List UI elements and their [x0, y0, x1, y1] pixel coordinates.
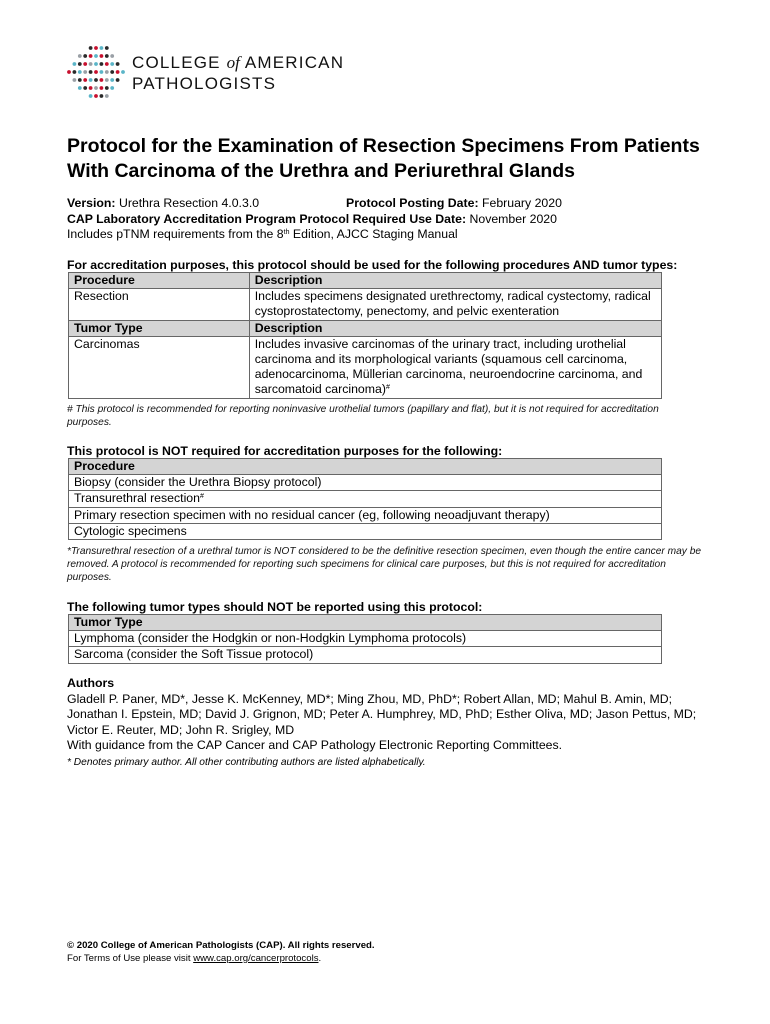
logo-dot: [94, 70, 98, 74]
tumor-description-header: Description: [249, 320, 661, 336]
not-required-row-3: Primary resection specimen with no residual cancer (eg, following neoadjuvant therapy): [69, 507, 662, 523]
table-row: [69, 523, 662, 539]
logo-dot: [83, 70, 87, 74]
not-required-table: [68, 458, 662, 540]
logo-dot: [110, 78, 114, 82]
required-date-label: CAP Laboratory Accreditation Program Protocol Required Use Date:: [67, 211, 467, 226]
logo-dot: [105, 62, 109, 66]
posting-date-label: Protocol Posting Date:: [346, 196, 479, 210]
logo-dot: [116, 62, 120, 66]
logo-line1-of: of: [226, 53, 240, 72]
logo-dot: [89, 46, 93, 50]
logo-dot: [116, 70, 120, 74]
not-reported-table: [68, 614, 662, 664]
logo-dot: [89, 94, 93, 98]
accreditation-note: # This protocol is recommended for reporting noninvasive urothelial tumors (papillary and flat), but it is not required for accreditation purposes.: [67, 404, 659, 429]
logo-dot: [100, 54, 104, 58]
logo-dot: [110, 54, 114, 58]
not-required-note: *Transurethral resection of a urethral tumor is NOT considered to be the definitive resection specimen, even though the entire cancer may be removed. A protocol is recommended for reporting such specimens for clinical care purposes, but this is not required for accreditation purposes.: [67, 546, 702, 584]
logo-dot: [100, 46, 104, 50]
ptnm-text-a: Includes pTNM requirements from the 8: [67, 227, 284, 241]
logo-dot: [83, 86, 87, 90]
not-required-header: Procedure: [69, 459, 662, 475]
table-row: [69, 273, 662, 289]
logo-dot: [110, 70, 114, 74]
logo-dot: [78, 62, 82, 66]
table-row: [69, 491, 662, 507]
not-required-row-1: Biopsy (consider the Urethra Biopsy protocol): [69, 475, 662, 491]
not-reported-heading: The following tumor types should NOT be reported using this protocol:: [67, 600, 483, 614]
posting-date-value: February 2020: [478, 196, 562, 210]
logo-dots-icon: [66, 44, 126, 100]
terms-prefix: For Terms of Use please visit: [67, 952, 194, 964]
tumor-description-sup: #: [385, 384, 390, 392]
logo-dot: [94, 54, 98, 58]
logo-dot: [105, 86, 109, 90]
procedure-cell: Resection: [69, 289, 250, 320]
table-row: [69, 475, 662, 491]
procedure-header: Procedure: [69, 273, 250, 289]
page-title: Protocol for the Examination of Resection Specimens From Patients With Carcinoma of the Urethra and Periurethral Glands: [67, 135, 700, 182]
logo-dot: [94, 86, 98, 90]
not-reported-row-1: Lymphoma (consider the Hodgkin or non-Hodgkin Lymphoma protocols): [69, 631, 662, 647]
logo-dot: [67, 70, 71, 74]
logo-dot: [78, 78, 82, 82]
table-row: [69, 336, 662, 398]
authors-guidance: With guidance from the CAP Cancer and CAP Pathology Electronic Reporting Committees.: [67, 738, 563, 752]
table-row: [69, 631, 662, 647]
authors-names: Gladell P. Paner, MD*, Jesse K. McKenney, MD*; Ming Zhou, MD, PhD*; Robert Allan, MD; Mahul B. Amin, MD; Jonathan I. Epstein, MD; David J. Grignon, MD; Peter A. Humphrey, MD, PhD; Esther Oliva, MD; Jason Pettus, MD; Victor E. Reuter, MD; John R. Srigley, MD: [67, 691, 697, 737]
logo-dot: [105, 78, 109, 82]
tumor-description-cell: [249, 336, 661, 398]
not-required-row-2-text: Transurethral resection: [74, 491, 200, 506]
logo-dot: [110, 86, 114, 90]
table-row: [69, 459, 662, 475]
logo-dot: [78, 70, 82, 74]
tumor-type-header: Tumor Type: [69, 320, 250, 336]
not-reported-header: Tumor Type: [69, 615, 662, 631]
logo-wordmark: [132, 52, 344, 94]
logo-dot: [100, 94, 104, 98]
description-header: Description: [249, 273, 661, 289]
not-required-heading: This protocol is NOT required for accreditation purposes for the following:: [67, 444, 503, 458]
logo-dot: [83, 54, 87, 58]
logo-dot: [78, 86, 82, 90]
version-info: [67, 196, 727, 243]
logo-dot: [100, 78, 104, 82]
accreditation-table: [68, 272, 662, 399]
version-value: Urethra Resection 4.0.3.0: [115, 196, 260, 210]
table-row: [69, 647, 662, 663]
logo-dot: [89, 86, 93, 90]
logo-dot: [100, 62, 104, 66]
logo-dot: [89, 78, 93, 82]
accreditation-heading: For accreditation purposes, this protocol should be used for the following procedures AND tumor types:: [67, 258, 678, 272]
logo-dot: [116, 78, 120, 82]
logo-dot: [110, 62, 114, 66]
not-required-row-2-sup: #: [199, 493, 204, 501]
logo-dot: [78, 54, 82, 58]
table-row: [69, 507, 662, 523]
logo-dot: [105, 54, 109, 58]
logo-dot: [83, 78, 87, 82]
authors-section: [67, 676, 707, 769]
procedure-description-cell: Includes specimens designated urethrectomy, radical cystectomy, radical cystoprostatectomy, penectomy, and pelvic exenteration: [249, 289, 661, 320]
logo-dot: [105, 70, 109, 74]
authors-heading: Authors: [67, 676, 115, 690]
logo-dot: [94, 62, 98, 66]
not-reported-row-2: Sarcoma (consider the Soft Tissue protocol): [69, 647, 662, 663]
table-row: [69, 615, 662, 631]
logo-dot: [94, 78, 98, 82]
copyright-text: © 2020 College of American Pathologists (CAP). All rights reserved.: [67, 940, 375, 951]
logo-dot: [89, 62, 93, 66]
ptnm-sup: th: [283, 229, 290, 236]
logo-dot: [94, 94, 98, 98]
logo-dot: [89, 54, 93, 58]
logo-dot: [121, 70, 125, 74]
logo-dot: [73, 70, 77, 74]
table-row: [69, 289, 662, 320]
not-required-row-2: [69, 491, 662, 507]
authors-note: * Denotes primary author. All other contributing authors are listed alphabetically.: [67, 756, 426, 768]
logo-line1-b: AMERICAN: [239, 53, 345, 72]
footer: [67, 940, 375, 965]
logo-dot: [73, 62, 77, 66]
logo-dot: [73, 78, 77, 82]
terms-link[interactable]: www.cap.org/cancerprotocols: [193, 952, 319, 964]
version-label: Version:: [67, 196, 116, 210]
logo-dot: [105, 46, 109, 50]
logo-dot: [100, 70, 104, 74]
tumor-description-text: Includes invasive carcinomas of the urinary tract, including urothelial carcinoma and its morphological variants (squamous cell carcinoma, adenocarcinoma, Müllerian carcinoma, neuroendocrine carcinoma, and sarcomatoid carcinoma): [254, 336, 643, 397]
cap-logo: [66, 44, 366, 100]
required-date-value: November 2020: [466, 211, 557, 226]
logo-line2: PATHOLOGISTS: [132, 74, 277, 93]
ptnm-text-b: Edition, AJCC Staging Manual: [289, 227, 458, 241]
logo-dot: [89, 70, 93, 74]
table-row: [69, 320, 662, 336]
logo-dot: [105, 94, 109, 98]
logo-line1-a: COLLEGE: [132, 53, 227, 72]
terms-suffix: .: [318, 952, 322, 964]
tumor-type-cell: Carcinomas: [69, 336, 250, 398]
logo-dot: [83, 62, 87, 66]
logo-dot: [100, 86, 104, 90]
not-required-row-4: Cytologic specimens: [69, 523, 662, 539]
logo-dot: [94, 46, 98, 50]
